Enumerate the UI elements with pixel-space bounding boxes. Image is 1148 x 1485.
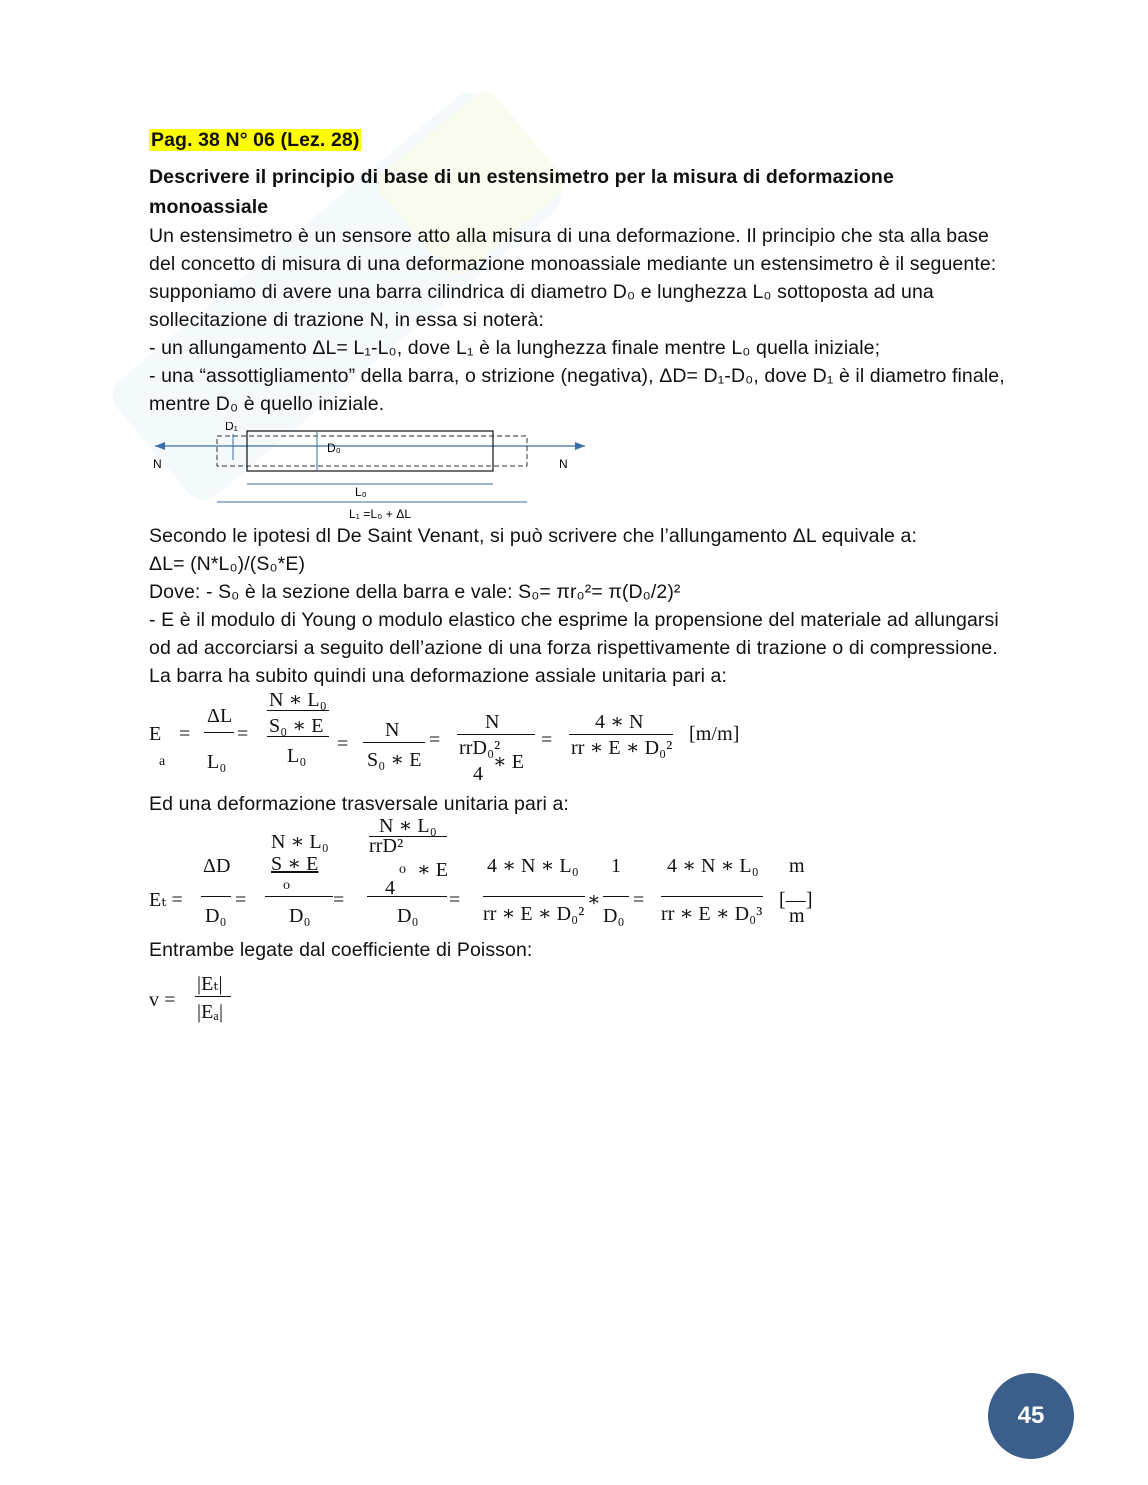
equation-axial-strain: E a = ΔL L₀ = N ∗ L₀ S₀ ∗ E L₀ = N S₀ ∗ E = N rrD₀² 4 ∗ E = 4 ∗ N rr ∗ E ∗ D₀² [m/m] [149, 689, 740, 785]
paragraph-trans-intro: Ed una deformazione trasversale unitaria pari a: [149, 793, 569, 815]
label-n-right: N [559, 457, 568, 471]
paragraph-axial-intro: La barra ha subito quindi una deformazione assiale unitaria pari a: [149, 665, 727, 687]
eq-poisson-lhs: v = [149, 989, 176, 1011]
bar-initial [247, 431, 493, 471]
label-l1: L₁ =L₀ + ΔL [349, 507, 412, 521]
equation-transverse-strain: Eₜ = ΔD D₀ = N ∗ L₀ S ∗ E o D₀ = N ∗ L₀ rrD² o ∗ E 4 D₀ = 4 ∗ N ∗ L₀ rr ∗ E ∗ D₀² ∗ 1 D₀ = 4 ∗ N ∗ L₀ rr ∗ E ∗ D₀³ m [—] m [149, 815, 813, 927]
label-d1: D₁ [225, 422, 238, 433]
arrow-right-icon [575, 442, 585, 450]
label-l0: L₀ [355, 485, 367, 499]
paragraph-intro: Un estensimetro è un sensore atto alla misura di una deformazione. Il principio che sta alla base del concetto di misura di una deformazione monoassiale mediante un estensimetro è il seguente: [149, 225, 997, 275]
eq-trans-lhs: Eₜ = [149, 889, 183, 911]
bar-diagram [149, 422, 609, 522]
eq-axial-lhs: E [149, 723, 162, 745]
bar-deformed [217, 436, 527, 466]
equation-poisson: v = |Eₜ| |Eₐ| [149, 964, 1009, 1024]
label-d0: D₀ [327, 441, 341, 455]
paragraph-poisson: Entrambe legate dal coefficiente di Poisson: [149, 939, 533, 961]
arrow-left-icon [155, 442, 165, 450]
paragraph-elongation: - un allungamento ΔL= L₁-L₀, dove L₁ è la lunghezza finale mentre L₀ quella iniziale; [149, 337, 881, 359]
eq-axial-unit: [m/m] [689, 723, 740, 745]
question-heading: Descrivere il principio di base di un estensimetro per la misura di deformazione monoassiale [149, 166, 894, 218]
paragraph-young: - E è il modulo di Young o modulo elastico che esprime la propensione del materiale ad allungarsi od ad accorciarsi a seguito dell’azione di una forza rispettivamente di trazione o di compressione. [149, 609, 999, 659]
page-number-badge: 45 [988, 1373, 1074, 1459]
formula-delta-l: ΔL= (N*L₀)/(S₀*E) [149, 553, 306, 575]
label-n-left: N [153, 457, 162, 471]
question-tag: Pag. 38 N° 06 (Lez. 28) [151, 129, 360, 151]
paragraph-bar: supponiamo di avere una barra cilindrica di diametro D₀ e lunghezza L₀ sottoposta ad una sollecitazione di trazione N, in essa si noterà: [149, 281, 934, 331]
paragraph-section: Dove: - S₀ è la sezione della barra e vale: S₀= πr₀²= π(D₀/2)² [149, 581, 681, 603]
eq-axial-lhs-sub: a [159, 754, 166, 769]
page-content [149, 126, 1009, 1024]
paragraph-saint-venant: Secondo le ipotesi dl De Saint Venant, si può scrivere che l’allungamento ΔL equivale a: [149, 525, 917, 547]
paragraph-thinning: - una “assottigliamento” della barra, o strizione (negativa), ΔD= D₁-D₀, dove D₁ è il diametro finale, mentre D₀ è quello iniziale. [149, 365, 1005, 415]
